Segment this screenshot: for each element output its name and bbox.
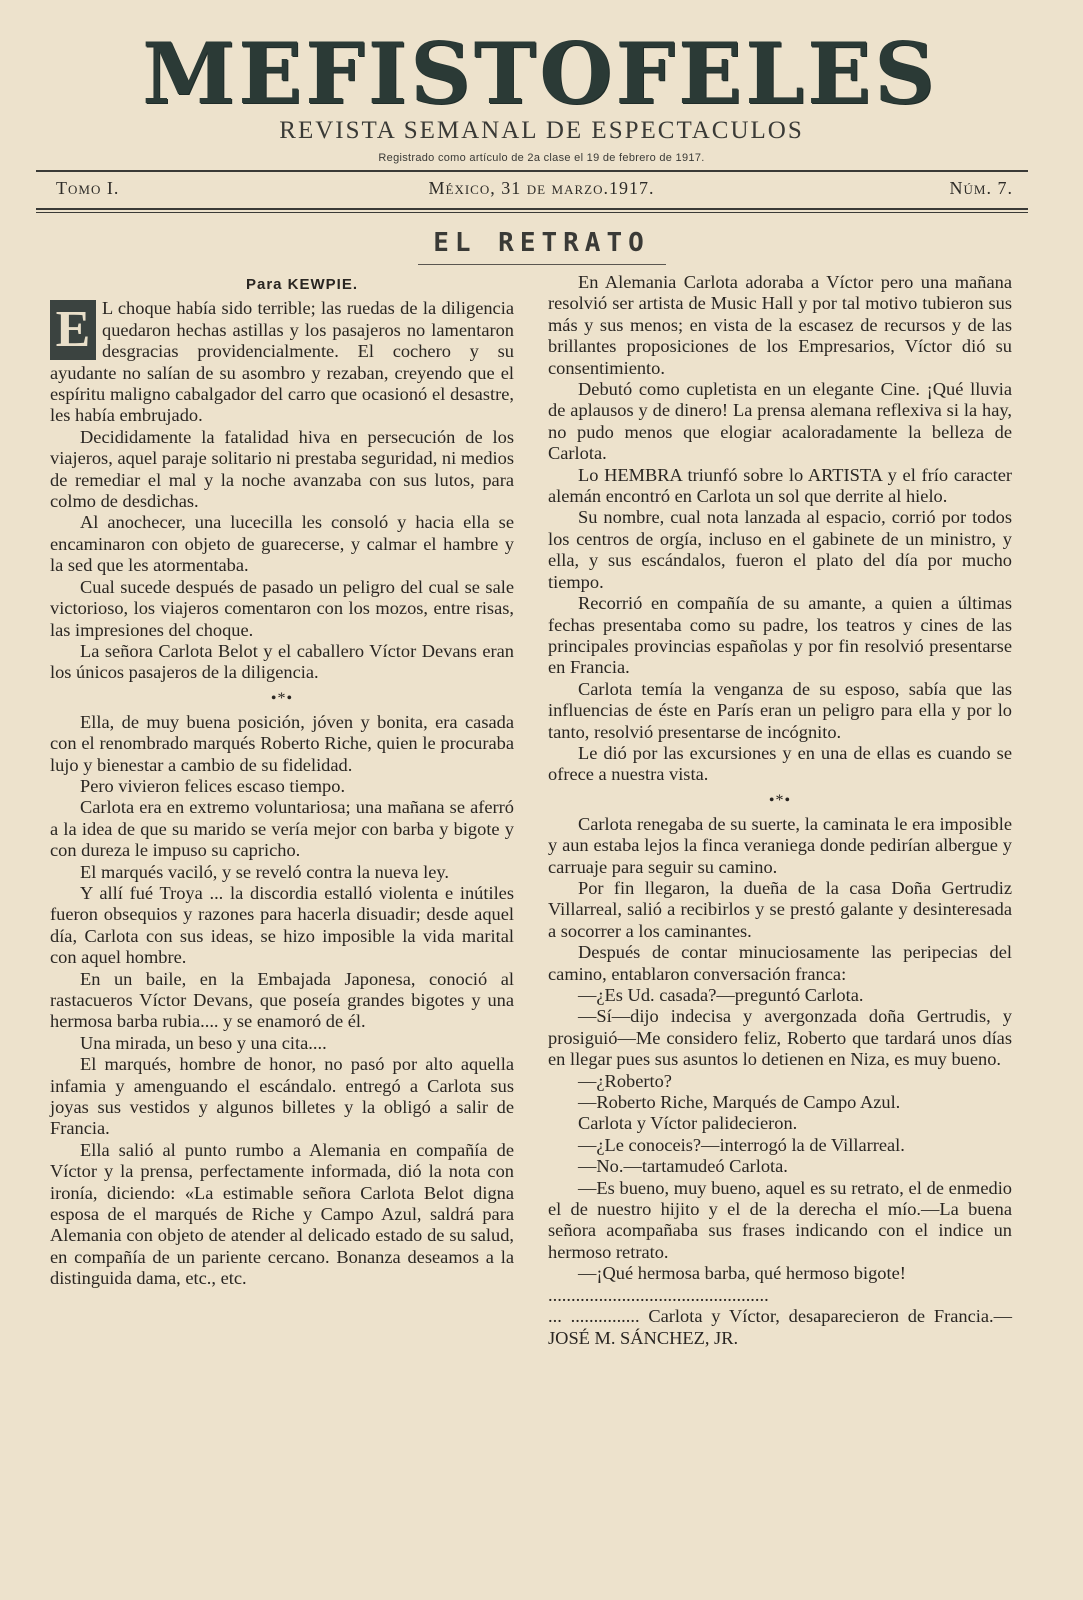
masthead-title: MEFISTOFELES <box>142 24 938 123</box>
article-title: EL RETRATO <box>433 228 650 258</box>
paragraph: Una mirada, un beso y una cita.... <box>80 1032 327 1053</box>
header-rule-thin <box>36 212 1028 213</box>
issue-number: Núm. 7. <box>949 178 1013 198</box>
paragraph: Recorrió en compañía de su amante, a quien a últimas fechas presentaba como su padre, los teatros y cines de las principales provincias españolas y por fin resolvió presentarse en Francia. <box>548 593 1012 678</box>
paragraph: —¿Es Ud. casada?—preguntó Carlota. <box>578 985 864 1005</box>
paragraph: L choque había sido terrible; las ruedas de la diligencia quedaron hechas astillas y los pasajeros no lamentaron desgracias providencialmente. El cochero y su ayudante no salían de su asombro y rezaban, creyendo que el espíritu maligno cabalgador del carro que ocasionó el desastre, les había embrujado. <box>50 298 514 426</box>
paragraph: Debutó como cupletista en un elegante Cine. ¡Qué lluvia de aplausos y de dinero! La prensa alemana reflexiva si la hay, no pudo menos que elogiar acaloradamente la belleza de Carlota. <box>548 379 1012 464</box>
header-rule-top <box>36 170 1028 172</box>
dedication: Para KEWPIE. <box>245 276 359 293</box>
section-ornament: •*• <box>270 689 294 707</box>
place-date: México, 31 de marzo.1917. <box>428 178 655 198</box>
paragraph: Al anochecer, una lucecilla les consoló y hacia ella se encaminaron con objeto de guarecerse, y calmar el hambre y la sed que les atormentaba. <box>50 512 514 576</box>
paragraph: En un baile, en la Embajada Japonesa, conoció al rastacueros Víctor Devans, que poseía grandes bigotes y una hermosa barba rubia.... y se enamoró de él. <box>50 968 514 1032</box>
paragraph: —¡Qué hermosa barba, qué hermoso bigote! <box>578 1263 906 1284</box>
paragraph: —No.—tartamudeó Carlota. <box>578 1156 788 1177</box>
header-rule-bottom <box>36 208 1028 210</box>
paragraph: —Sí—dijo indecisa y avergonzada doña Gertrudis, y prosiguió—Me considero feliz, Roberto que tardará unos días en llegar pues sus asuntos lo detienen en Niza, es muy bueno. <box>548 1006 1012 1070</box>
masthead-subtitle: REVISTA SEMANAL DE ESPECTACULOS <box>279 117 804 144</box>
drop-cap: E <box>50 300 96 360</box>
paragraph: Carlota y Víctor palidecieron. <box>578 1113 798 1134</box>
ellipsis-line: ................................................ <box>548 1284 769 1305</box>
author-signature: JOSÉ M. SÁNCHEZ, JR. <box>548 1327 739 1348</box>
paragraph: —Roberto Riche, Marqués de Campo Azul. <box>578 1092 901 1113</box>
paragraph: —Es bueno, muy bueno, aquel es su retrato, el de enmedio el de nuestro hijito y el de la derecha el mío.—La buena señora acompañaba sus frases indicando con el indice un hermoso retrato. <box>548 1177 1012 1262</box>
paragraph: —¿Le conoceis?—interrogó la de Villarreal. <box>578 1134 905 1155</box>
paragraph: En Alemania Carlota adoraba a Víctor pero una mañana resolvió ser artista de Music Hall y por tal motivo tubieron sus más y sus menos; en vista de la escasez de recursos y de las brillantes proposiciones de los Empresarios, Víctor dió su consentimiento. <box>548 272 1012 378</box>
paragraph: —¿Roberto? <box>578 1070 672 1091</box>
closing-text: ... ............... Carlota y Víctor, desaparecieron de Francia.— <box>548 1306 1012 1327</box>
paragraph: Carlota era en extremo voluntariosa; una mañana se aferró a la idea de que su marido se vería mejor con barba y bigote y con dureza le impuso su capricho. <box>50 797 514 861</box>
paragraph: Lo HEMBRA triunfó sobre lo ARTISTA y el frío caracter alemán encontró en Carlota un sol que derrite al hielo. <box>548 464 1012 507</box>
paragraph: El marqués vaciló, y se reveló contra la nueva ley. <box>80 861 450 882</box>
left-column <box>50 272 514 1290</box>
title-divider <box>418 264 666 265</box>
paragraph: Ella salió al punto rumbo a Alemania en compañía de Víctor y la prensa, perfectamente informada, dió la nota con ironía, diciendo: «La estimable señora Carlota Belot digna esposa de el marqués de Riche y Campo Azul, saldrá para Alemania con objeto de atender al delicado estado de su salud, en compañía de un pariente cercano. Bonanza deseamos a la distinguida dama, etc., etc. <box>50 1139 514 1289</box>
paragraph: Decididamente la fatalidad hiva en persecución de los viajeros, aquel paraje solitario ni prestaba seguridad, ni medios de remediar el mal y la noche avanzaba con sus lutos, para colmo de desdichas. <box>50 426 514 512</box>
closing-line <box>548 1306 1012 1349</box>
paragraph: Pero vivieron felices escaso tiempo. <box>80 775 346 796</box>
paragraph: Y allí fué Troya ... la discordia estalló violenta e inútiles fueron obsequios y razones para hacerla disuadir; desde aquel día, Carlota con sus ideas, se hizo imposible la vida marital con aquel hombre. <box>50 882 514 968</box>
paragraph: Ella, de muy buena posición, jóven y bonita, era casada con el renombrado marqués Roberto Riche, quien le procuraba lujo y bienestar a cambio de su fidelidad. <box>50 711 514 775</box>
paragraph: Carlota temía la venganza de su esposo, sabía que las influencias de éste en París eran un peligro para ella y por lo tanto, resolvió presentarse de incógnito. <box>548 678 1012 742</box>
paragraph: El marqués, hombre de honor, no pasó por alto aquella infamia y amenguando el escándalo. entregó a Carlota sus joyas sus vestidos y algunos billetes y la obligó a salir de Francia. <box>50 1054 514 1139</box>
paragraph: Cual sucede después de pasado un peligro del cual se sale victorioso, los viajeros comentaron con los mozos, entre risas, las impresiones del choque. <box>50 576 514 640</box>
registration-note: Registrado como artículo de 2a clase el 19 de febrero de 1917. <box>378 152 705 164</box>
volume-label: Tomo I. <box>56 178 120 198</box>
paragraph: La señora Carlota Belot y el caballero Víctor Devans eran los únicos pasajeros de la diligencia. <box>50 640 514 683</box>
paragraph: Por fin llegaron, la dueña de la casa Doña Gertrudiz Villarreal, salió a recibirlos y se prestó galante y desinteresada a socorrer a los caminantes. <box>548 877 1012 941</box>
paragraph: Su nombre, cual nota lanzada al espacio, corrió por todos los centros de orgía, incluso en el gabinete de un ministro, y ella, y sus escándalos, fueron el plato del día por mucho tiempo. <box>548 507 1012 592</box>
paragraph: Después de contar minuciosamente las peripecias del camino, entablaron conversación franca: <box>548 942 1012 984</box>
paragraph: Carlota renegaba de su suerte, la caminata le era imposible y aun estaba lejos la finca veraniega donde pedirían albergue y carruaje para seguir su camino. <box>548 813 1012 877</box>
right-column <box>548 272 1012 1349</box>
paragraph: Le dió por las excursiones y en una de ellas es cuando se ofrece a nuestra vista. <box>548 742 1012 785</box>
section-ornament: •*• <box>768 791 792 809</box>
